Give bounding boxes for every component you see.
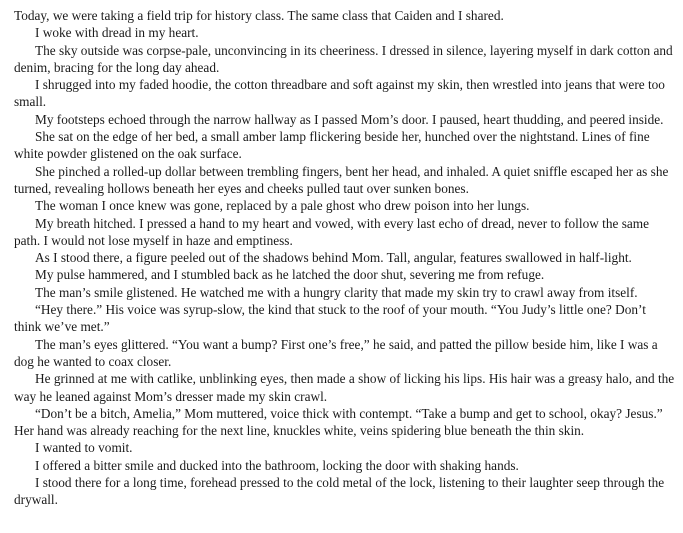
- paragraph-15: He grinned at me with catlike, unblinking eyes, then made a show of licking his lips. His hair was a greasy halo, and the way he leaned against Mom’s dresser made my skin crawl.: [14, 371, 675, 404]
- paragraph-11: My pulse hammered, and I stumbled back as he latched the door shut, severing me from refuge.: [35, 267, 545, 283]
- paragraph-2: I woke with dread in my heart.: [35, 25, 199, 41]
- paragraph-8: The woman I once knew was gone, replaced by a pale ghost who drew poison into her lungs.: [35, 198, 530, 214]
- paragraph-6: She sat on the edge of her bed, a small amber lamp flickering beside her, hunched over the nightstand. Lines of fine white powder glistened on the oak surface.: [14, 129, 650, 162]
- paragraph-3: The sky outside was corpse-pale, unconvincing in its cheeriness. I dressed in silence, layering myself in dark cotton and denim, bracing for the long day ahead.: [14, 42, 673, 75]
- paragraph-5: My footsteps echoed through the narrow hallway as I passed Mom’s door. I paused, heart thudding, and peered inside.: [35, 111, 664, 127]
- paragraph-9: My breath hitched. I pressed a hand to my heart and vowed, with every last echo of dread, never to follow the same path. I would not lose myself in haze and emptiness.: [14, 215, 650, 248]
- paragraph-14: The man’s eyes glittered. “You want a bump? First one’s free,” he said, and patted the pillow beside him, like I was a dog he wanted to coax closer.: [14, 336, 658, 369]
- paragraph-17: I wanted to vomit.: [35, 440, 133, 456]
- paragraph-10: As I stood there, a figure peeled out of the shadows behind Mom. Tall, angular, features swallowed in half-light.: [35, 250, 632, 266]
- paragraph-1: Today, we were taking a field trip for history class. The same class that Caiden and I shared.: [14, 8, 504, 23]
- paragraph-19: I stood there for a long time, forehead pressed to the cold metal of the lock, listening to their laughter seep through the drywall.: [14, 475, 665, 508]
- paragraph-7: She pinched a rolled-up dollar between trembling fingers, bent her head, and inhaled. A quiet sniffle escaped her as she turned, revealing hollows beneath her eyes and cheeks pulled taut over sunken bones.: [14, 163, 669, 196]
- paragraph-18: I offered a bitter smile and ducked into the bathroom, locking the door with shaking hands.: [35, 457, 519, 473]
- paragraph-4: I shrugged into my faded hoodie, the cotton threadbare and soft against my skin, then wrestled into jeans that were too small.: [14, 77, 665, 110]
- paragraph-12: The man’s smile glistened. He watched me with a hungry clarity that made my skin try to crawl away from itself.: [35, 284, 638, 300]
- paragraph-16: “Don’t be a bitch, Amelia,” Mom muttered, voice thick with contempt. “Take a bump and get to school, okay? Jesus.” Her hand was already reaching for the next line, knuckles white, veins spidering blue beneath the thin skin.: [14, 405, 663, 439]
- paragraph-13: “Hey there.” His voice was syrup-slow, the kind that stuck to the roof of your mouth. “You Judy’s little one? Don’t think we’ve met.”: [14, 302, 646, 335]
